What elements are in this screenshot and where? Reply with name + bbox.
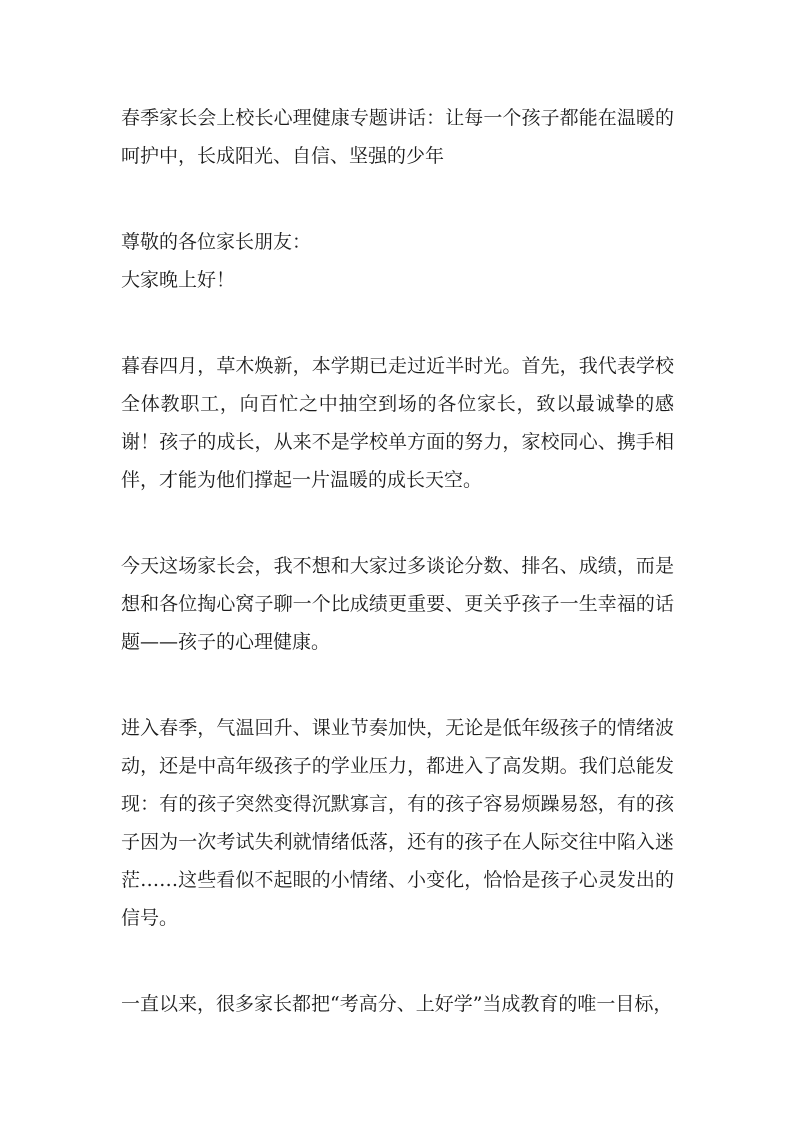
spacer — [121, 661, 674, 709]
spacer — [121, 937, 674, 985]
salutation: 尊敬的各位家长朋友： — [121, 231, 312, 253]
spacer — [121, 499, 674, 547]
document-title: 春季家长会上校长心理健康专题讲话：让每一个孩子都能在温暖的呵护中，长成阳光、自信、坚强的少年 — [121, 107, 674, 167]
paragraph: 暮春四月，草木焕新，本学期已走过近半时光。首先，我代表学校全体教职工，向百忙之中抽空到场的各位家长，致以最诚挚的感谢！孩子的成长，从来不是学校单方面的努力，家校同心、携手相伴，才能为他们撑起一片温暖的成长天空。 — [121, 355, 674, 491]
greeting: 大家晚上好！ — [121, 269, 236, 291]
paragraph: 今天这场家长会，我不想和大家过多谈论分数、排名、成绩，而是想和各位掏心窝子聊一个比成绩更重要、更关乎孩子一生幸福的话题——孩子的心理健康。 — [121, 555, 674, 653]
paragraph: 一直以来，很多家长都把“考高分、上好学”当成教育的唯一目标， — [121, 993, 673, 1015]
spacer — [121, 175, 674, 223]
paragraph: 进入春季，气温回升、课业节奏加快，无论是低年级孩子的情绪波动，还是中高年级孩子的学业压力，都进入了高发期。我们总能发现：有的孩子突然变得沉默寡言，有的孩子容易烦躁易怒，有的孩子因为一次考试失利就情绪低落，还有的孩子在人际交往中陷入迷茫……这些看似不起眼的小情绪、小变化，恰恰是孩子心灵发出的信号。 — [121, 717, 674, 929]
spacer — [121, 299, 674, 347]
document-page — [121, 99, 674, 1023]
